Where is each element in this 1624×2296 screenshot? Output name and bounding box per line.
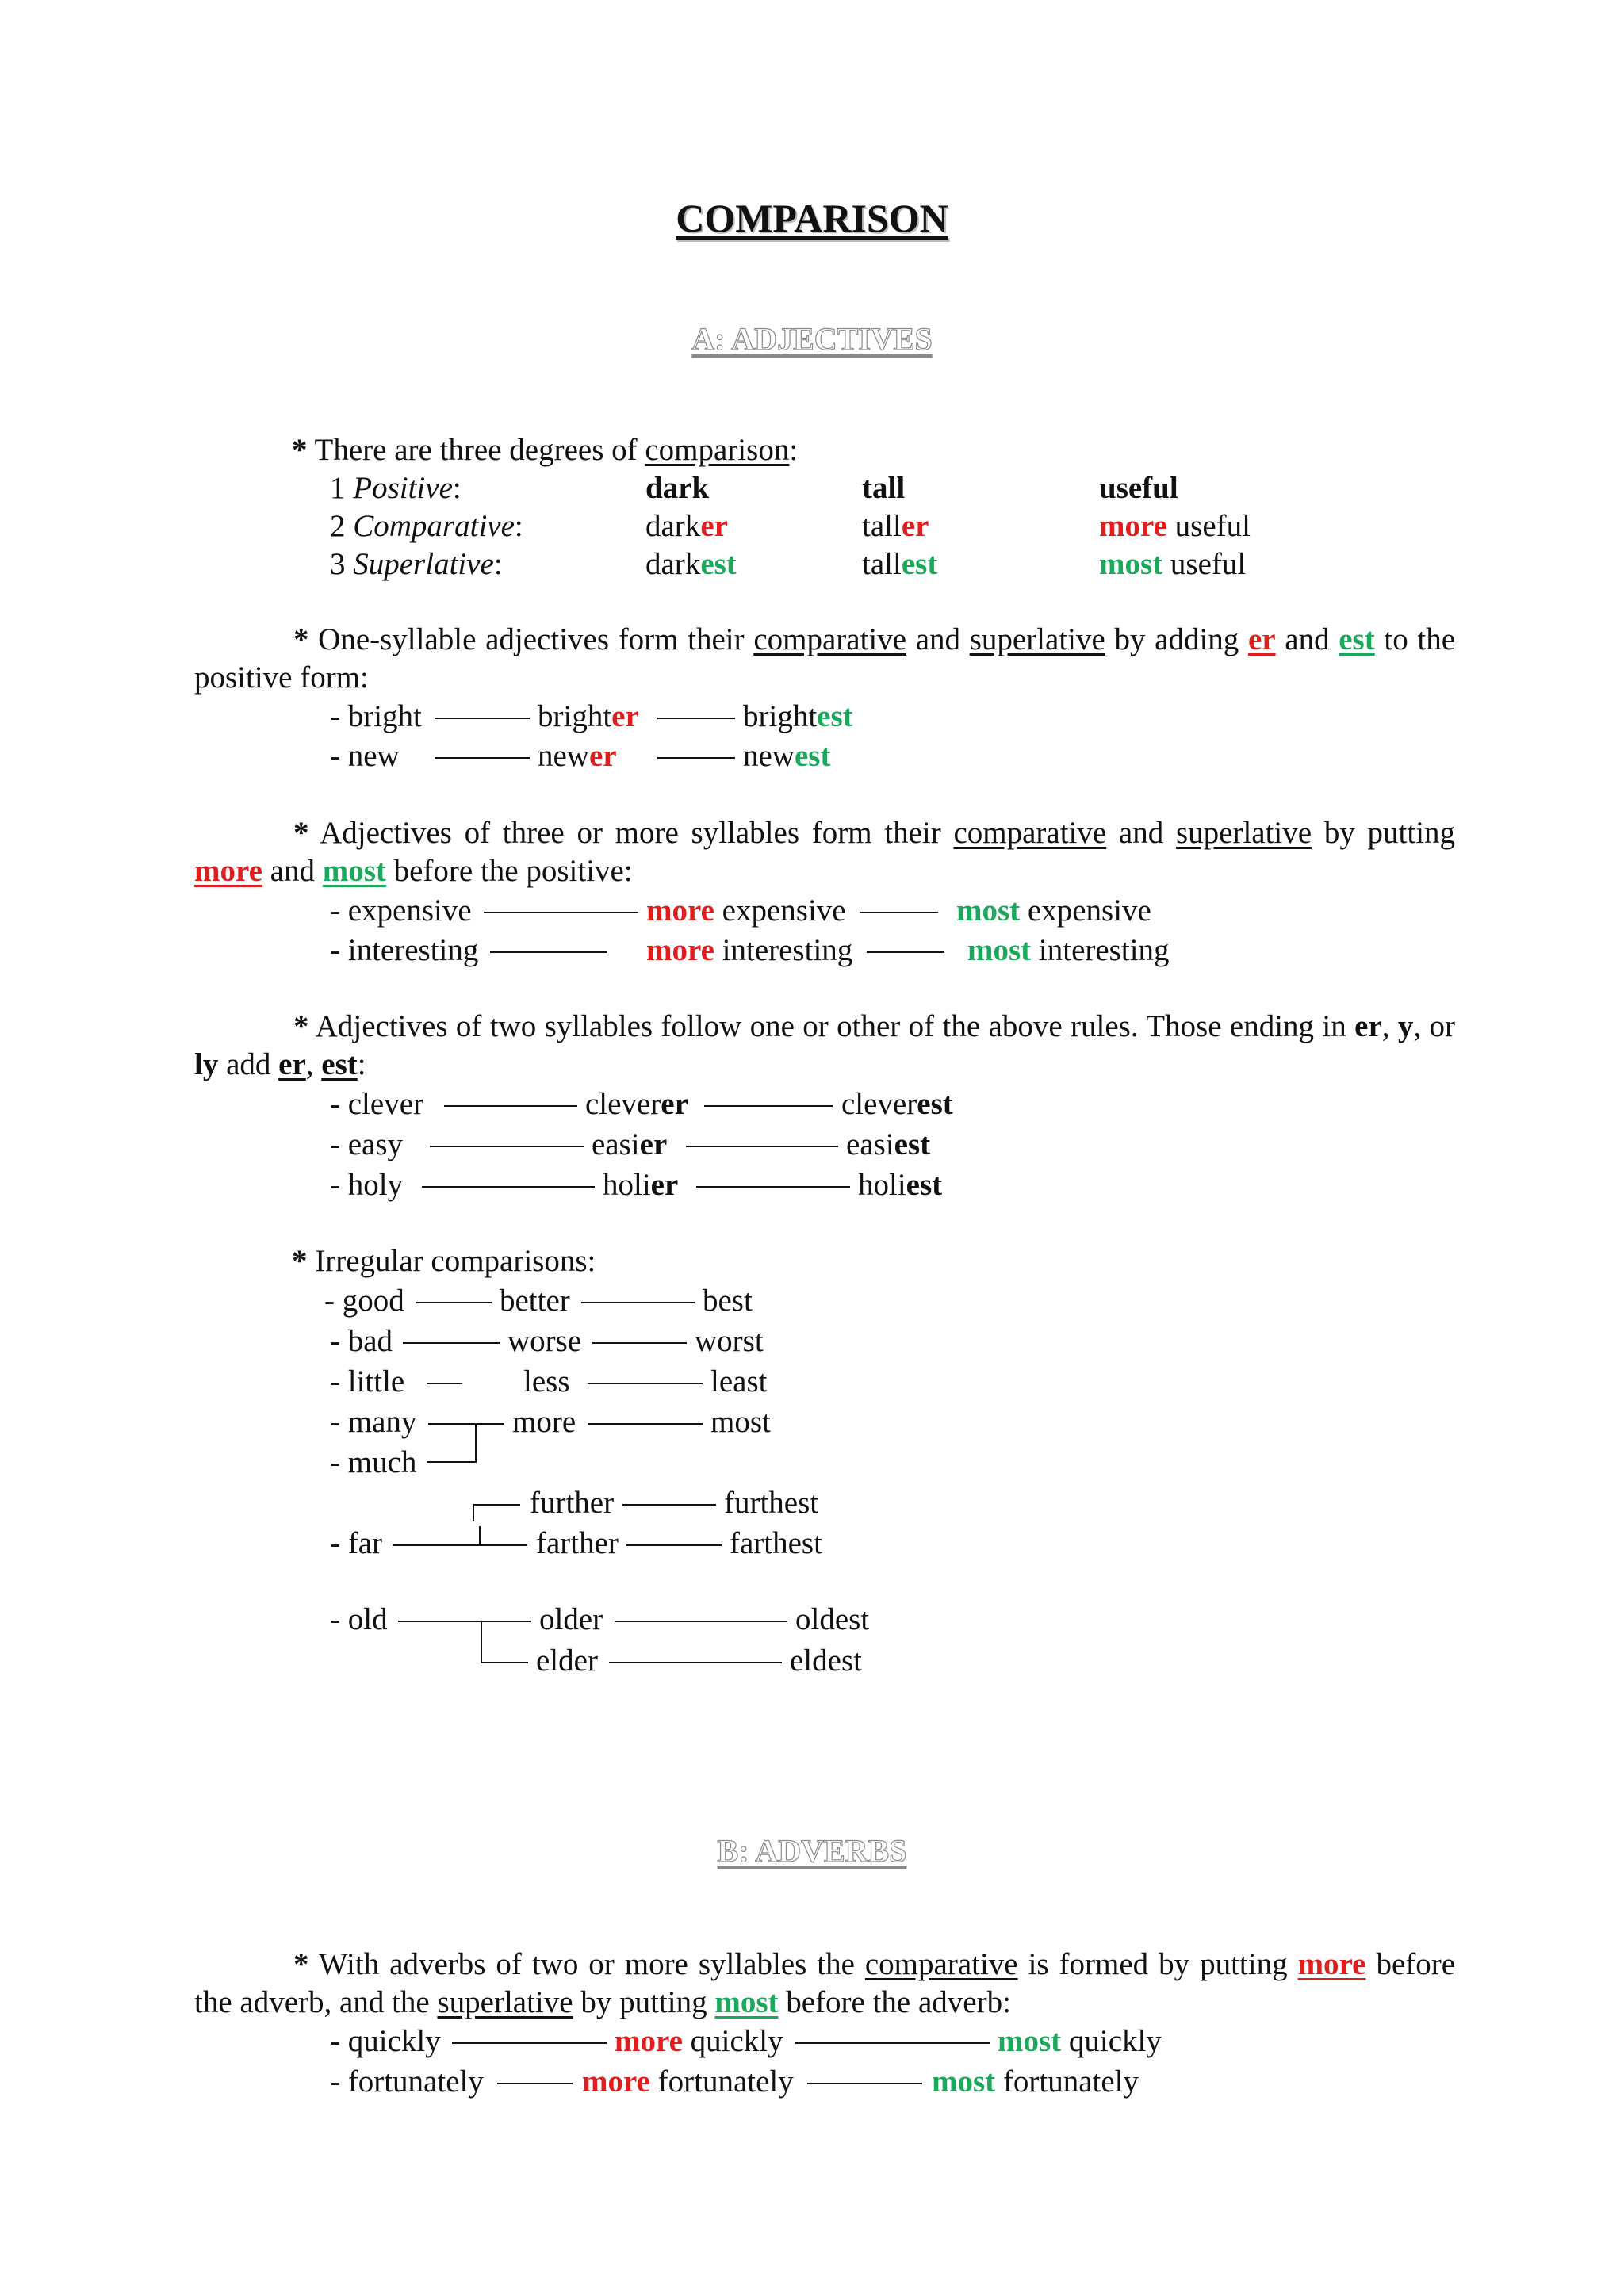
example-holy: - holy — [330, 1168, 404, 1202]
section-heading-adjectives: A: ADJECTIVES — [691, 321, 933, 357]
irregular-farther: farther — [536, 1526, 619, 1560]
connector-line — [626, 1544, 722, 1546]
example-bright: - bright — [330, 699, 422, 733]
example-newest: newest — [743, 739, 831, 773]
irregular-oldest: oldest — [795, 1602, 870, 1636]
connector-line — [860, 912, 938, 913]
example-quickly: - quickly — [330, 2024, 441, 2058]
connector-line — [435, 718, 530, 719]
connector-line — [696, 1186, 850, 1188]
example-brighter: brighter — [538, 699, 639, 733]
irregular-further: further — [530, 1486, 615, 1520]
irregular-worst: worst — [695, 1324, 764, 1358]
connector-line — [622, 1504, 716, 1506]
connector-line — [484, 912, 638, 913]
example-most-fortunately: most fortunately — [932, 2064, 1139, 2099]
irregular-better: better — [500, 1284, 570, 1318]
example-holier: holier — [603, 1168, 679, 1202]
example-fortunately: - fortunately — [330, 2064, 484, 2099]
connector-line — [867, 951, 944, 953]
example-cleverest: cleverest — [841, 1087, 953, 1121]
degree-label-superlative: 3 Superlative: — [330, 547, 503, 581]
degree-superlative-most-useful: most useful — [1099, 547, 1247, 581]
connector-line — [435, 757, 530, 759]
example-most-expensive: most expensive — [956, 894, 1151, 928]
irregular-older: older — [539, 1602, 603, 1636]
irregular-old: - old — [330, 1602, 388, 1636]
example-holiest: holiest — [858, 1168, 943, 1202]
connector-line — [398, 1621, 531, 1622]
irregular-best: best — [703, 1284, 753, 1318]
connector-line — [430, 1146, 584, 1147]
degree-comparative-darker: darker — [645, 509, 728, 543]
irregular-least: least — [710, 1364, 768, 1399]
degree-positive-tall: tall — [862, 471, 906, 505]
irregular-elder: elder — [536, 1644, 598, 1678]
connector-line — [588, 1423, 703, 1425]
connector-line — [490, 951, 607, 953]
bracket-line — [475, 1423, 477, 1461]
example-most-interesting: most interesting — [967, 933, 1170, 967]
example-easy: - easy — [330, 1127, 404, 1161]
section-heading-adverbs: B: ADVERBS — [717, 1833, 907, 1869]
rule-three-syllables: * Adjectives of three or more syllables form their comparative and superlative by putting more and most before the positive: — [194, 816, 1456, 888]
irregular-good: - good — [324, 1284, 404, 1318]
irregular-heading: * Irregular comparisons: — [292, 1244, 596, 1278]
connector-line — [581, 1302, 695, 1303]
connector-line — [444, 1105, 577, 1107]
degree-superlative-tallest: tallest — [862, 547, 938, 581]
page-title: COMPARISON — [676, 196, 948, 240]
bracket-line — [479, 1526, 481, 1544]
connector-line — [686, 1146, 838, 1147]
connector-line — [657, 718, 735, 719]
irregular-most: most — [710, 1405, 771, 1439]
example-more-interesting: more interesting — [646, 933, 853, 967]
rule-adverbs: * With adverbs of two or more syllables the comparative is formed by putting more before the adverb, and the superlative by putting most before the adverb: — [194, 1947, 1456, 2019]
connector-line — [609, 1662, 782, 1663]
connector-line — [615, 1621, 787, 1622]
connector-line — [403, 1342, 500, 1344]
degree-positive-dark: dark — [645, 471, 710, 505]
connector-line — [657, 757, 735, 759]
bracket-line — [473, 1504, 474, 1521]
degree-superlative-darkest: darkest — [645, 547, 737, 581]
degree-label-comparative: 2 Comparative: — [330, 509, 523, 543]
connector-line — [393, 1544, 527, 1546]
connector-line — [592, 1342, 687, 1344]
degree-positive-useful: useful — [1099, 471, 1178, 505]
bracket-line — [481, 1621, 482, 1662]
connector-line — [427, 1383, 462, 1384]
connector-line — [497, 2083, 573, 2084]
irregular-eldest: eldest — [790, 1644, 862, 1678]
connector-line — [807, 2083, 922, 2084]
connector-line — [795, 2042, 990, 2044]
example-easiest: easiest — [846, 1127, 931, 1161]
irregular-much: - much — [330, 1445, 417, 1479]
rule-one-syllable: * One-syllable adjectives form their comparative and superlative by adding er and est to the positive form: — [194, 622, 1456, 695]
connector-line — [422, 1186, 595, 1188]
bracket-line — [473, 1504, 520, 1506]
example-most-quickly: most quickly — [998, 2024, 1162, 2058]
irregular-little: - little — [330, 1364, 405, 1399]
example-expensive: - expensive — [330, 894, 472, 928]
bracket-line — [481, 1662, 528, 1663]
connector-line — [428, 1423, 504, 1425]
irregular-bad: - bad — [330, 1324, 393, 1358]
connector-line — [588, 1383, 703, 1384]
bracket-line — [427, 1461, 477, 1463]
irregular-many: - many — [330, 1405, 417, 1439]
connector-line — [416, 1302, 492, 1303]
example-brightest: brightest — [743, 699, 853, 733]
connector-line — [452, 2042, 607, 2044]
degree-comparative-taller: taller — [862, 509, 929, 543]
rule-two-syllables: * Adjectives of two syllables follow one or other of the above rules. Those ending in er, y, or ly add er, est: — [194, 1009, 1456, 1081]
example-interesting: - interesting — [330, 933, 479, 967]
irregular-furthest: furthest — [724, 1486, 819, 1520]
example-easier: easier — [592, 1127, 668, 1161]
irregular-far: - far — [330, 1526, 383, 1560]
irregular-more: more — [512, 1405, 576, 1439]
example-new: - new — [330, 739, 400, 773]
example-more-fortunately: more fortunately — [582, 2064, 794, 2099]
irregular-worse: worse — [508, 1324, 582, 1358]
degree-label-positive: 1 Positive: — [330, 471, 462, 505]
example-more-quickly: more quickly — [615, 2024, 783, 2058]
example-cleverer: cleverer — [585, 1087, 688, 1121]
irregular-farthest: farthest — [730, 1526, 822, 1560]
connector-line — [704, 1105, 833, 1107]
degree-comparative-more-useful: more useful — [1099, 509, 1251, 543]
example-newer: newer — [538, 739, 617, 773]
degrees-intro: * There are three degrees of comparison: — [292, 433, 799, 467]
example-more-expensive: more expensive — [646, 894, 846, 928]
example-clever: - clever — [330, 1087, 423, 1121]
irregular-less: less — [523, 1364, 570, 1399]
